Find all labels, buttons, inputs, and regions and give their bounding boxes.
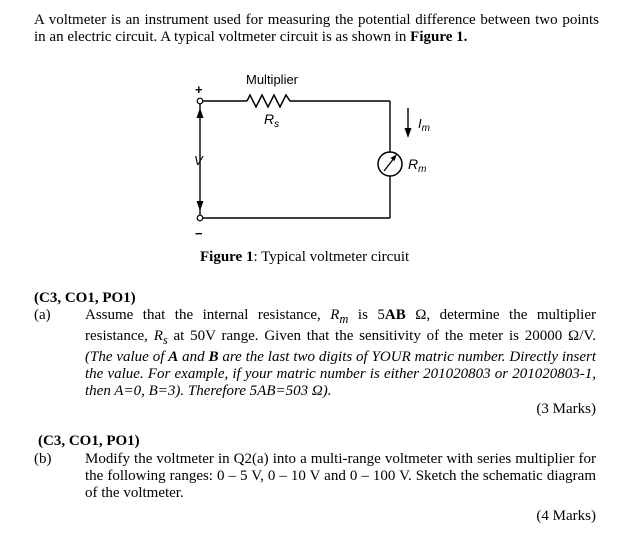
figure-caption: Figure 1: Typical voltmeter circuit [200, 249, 410, 265]
negative-terminal-icon [197, 215, 203, 221]
question-a-heading: (C3, CO1, PO1) [34, 290, 136, 306]
positive-terminal-icon [197, 98, 203, 104]
question-b-label: (b) [34, 451, 52, 467]
plus-sign: + [195, 82, 203, 97]
question-a-marks: (3 Marks) [536, 401, 596, 417]
figure-reference: Figure 1. [410, 29, 468, 45]
circuit-wires [200, 101, 390, 218]
rs-label: $R_s$ [264, 111, 280, 130]
intro-paragraph [34, 12, 599, 46]
current-arrow-icon [405, 108, 412, 138]
voltage-label: V [194, 153, 203, 168]
meter-icon [378, 152, 402, 176]
question-a-body: Assume that the internal resistance, $R_m$ is 5AB Ω, determine the multiplier resistance, $R_s$ at 50V range. Given that the sensitivity of the meter is 20000 Ω/V. (The value of A and B are the last two digits of YOUR matric number. Directly insert the value. For example, if your matric number is either 201020803 or 201020803-1, then A=0, B=3). Therefore 5AB=503 Ω). [85, 307, 597, 399]
intro-text: A voltmeter is an instrument used for measuring the potential difference between two points in an electric circuit. A typical voltmeter circuit is as shown in [34, 12, 599, 45]
voltmeter-circuit-diagram [180, 68, 440, 243]
rm-label: $R_m$ [408, 156, 427, 175]
minus-sign: − [195, 226, 203, 241]
question-a-label: (a) [34, 307, 51, 323]
question-b-heading: (C3, CO1, PO1) [38, 433, 140, 449]
multiplier-label: Multiplier [246, 72, 299, 87]
question-b-body: Modify the voltmeter in Q2(a) into a multi-range voltmeter with series multiplier for the following ranges: 0 – 5 V, 0 – 10 V and 0 – 100 V. Sketch the schematic diagram of the voltmeter. [85, 451, 596, 501]
im-label: $I_m$ [418, 116, 430, 134]
question-b-marks: (4 Marks) [536, 508, 596, 524]
multiplier-resistor-icon [247, 95, 293, 107]
